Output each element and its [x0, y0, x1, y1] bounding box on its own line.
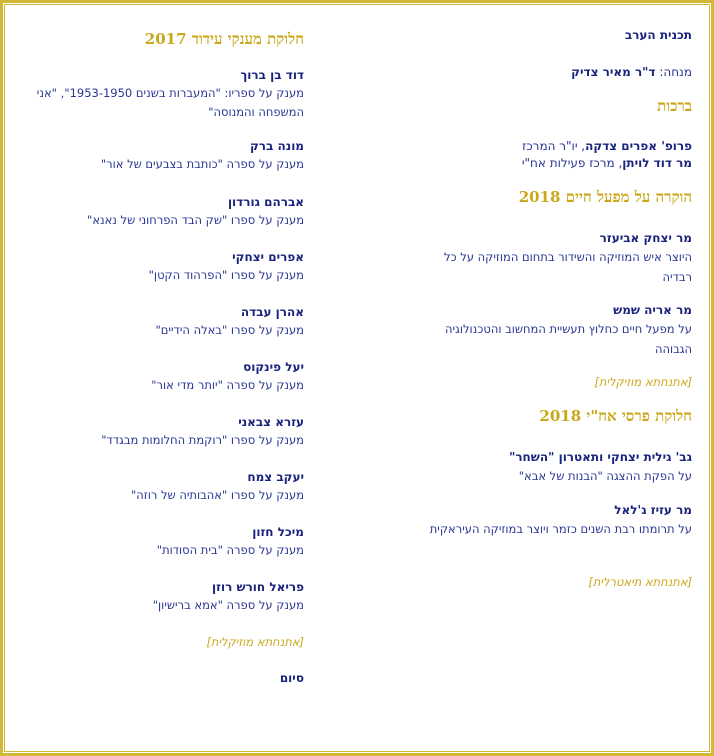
grant-desc: מענק על ספרה "יותר מדי אור" — [151, 378, 304, 392]
grant-block — [22, 524, 304, 560]
musical-interlude: [אתנחתא מוזיקלית] — [594, 375, 692, 389]
host-label: מנחה: — [659, 65, 692, 79]
honoree-name: מר אריה שמש — [613, 303, 692, 317]
honoree-block — [422, 230, 692, 287]
prize-desc: על הפקת ההצגה "הבנות של אבא" — [518, 469, 692, 483]
host-line — [422, 64, 692, 81]
lifetime-heading: הוקרה על מפעל חיים 2018 — [518, 188, 692, 206]
grant-name: עזרא צבאני — [238, 415, 304, 429]
greeting-item: פרופ' אפרים צדקה, יו"ר המרכז — [522, 139, 692, 153]
grant-block — [22, 194, 304, 230]
honoree-name: מר יצחק אביעזר — [599, 231, 692, 245]
grant-desc: מענק על ספרה "בית הסודות" — [156, 543, 304, 557]
greetings-heading: ברכות — [657, 97, 692, 115]
grant-desc: מענק על ספרה "כותבת בצבעים של אור" — [100, 157, 304, 171]
grant-desc: מענק על ספרו "הפרהוד הקטן" — [148, 268, 304, 282]
grant-block — [22, 67, 304, 122]
grant-name: אהרן עבדה — [240, 305, 304, 319]
grant-name: אברהם גורדון — [227, 195, 304, 209]
grant-desc: מענק על ספרו "שק הבד הפרחוני של נאנא" — [87, 213, 304, 227]
grant-block — [22, 249, 304, 285]
theatrical-interlude: [אתנחתא תיאטרלית] — [588, 575, 692, 589]
grants-heading: חלוקת מענקי עידוד 2017 — [144, 30, 304, 48]
host-name: ד"ר מאיר צדיק — [571, 65, 656, 79]
prize-name: גב' גילית יצחקי ותאטרון "השחר" — [509, 450, 692, 464]
honoree-desc: על מפעל חיים כחלוץ תעשיית המחשוב והטכנולוגיה הגבוהה — [445, 322, 692, 356]
grant-desc: מענק על ספרו "באלה הידיים" — [155, 323, 304, 337]
grant-desc: מענק על ספרה "אמא ברישיון" — [152, 598, 304, 612]
grant-block — [22, 138, 304, 174]
grant-block — [22, 414, 304, 450]
grant-name: יעקב צמח — [247, 470, 304, 484]
greeting-item: מר דוד לויתן, מרכז פעילות אח"י — [521, 156, 692, 170]
grant-name: דוד בן ברוך — [240, 68, 304, 82]
honoree-desc: היוצר איש המוזיקה והשידור בתחום המוזיקה על כל רבדיה — [444, 250, 692, 284]
grant-desc: מענק על ספרו "אהבותיה של רוזה" — [130, 488, 304, 502]
grant-block — [22, 579, 304, 615]
prize-desc: על תרומתו רבת השנים כזמר ויוצר במוזיקה העיראקית — [429, 522, 692, 536]
grant-name: מיכל חזון — [252, 525, 304, 539]
grant-name: אפרים יצחקי — [232, 250, 304, 264]
grant-desc: מענק על ספריו: "המעברות בשנים 1953-1950", "אני המשפחה והמנוסה" — [36, 86, 304, 119]
prize-block — [422, 502, 692, 539]
grant-desc: מענק על ספרו "רוקמת החלומות מבגדד" — [101, 433, 304, 447]
grant-name: מונה ברק — [249, 139, 304, 153]
program-title: תכנית הערב — [624, 28, 692, 42]
prize-name: מר עזיז ג'לאל — [614, 503, 692, 517]
musical-interlude: [אתנחתא מוזיקלית] — [206, 635, 304, 649]
achi-prizes-heading: חלוקת פרסי אח"י 2018 — [539, 407, 692, 425]
honoree-block — [422, 302, 692, 359]
grant-block — [22, 359, 304, 395]
closing-label: סיום — [279, 671, 304, 685]
grant-name: יעל פינקוס — [243, 360, 304, 374]
grant-block — [22, 469, 304, 505]
grant-name: פריאל חורש רוזן — [212, 580, 304, 594]
grant-block — [22, 304, 304, 340]
prize-block — [422, 449, 692, 486]
